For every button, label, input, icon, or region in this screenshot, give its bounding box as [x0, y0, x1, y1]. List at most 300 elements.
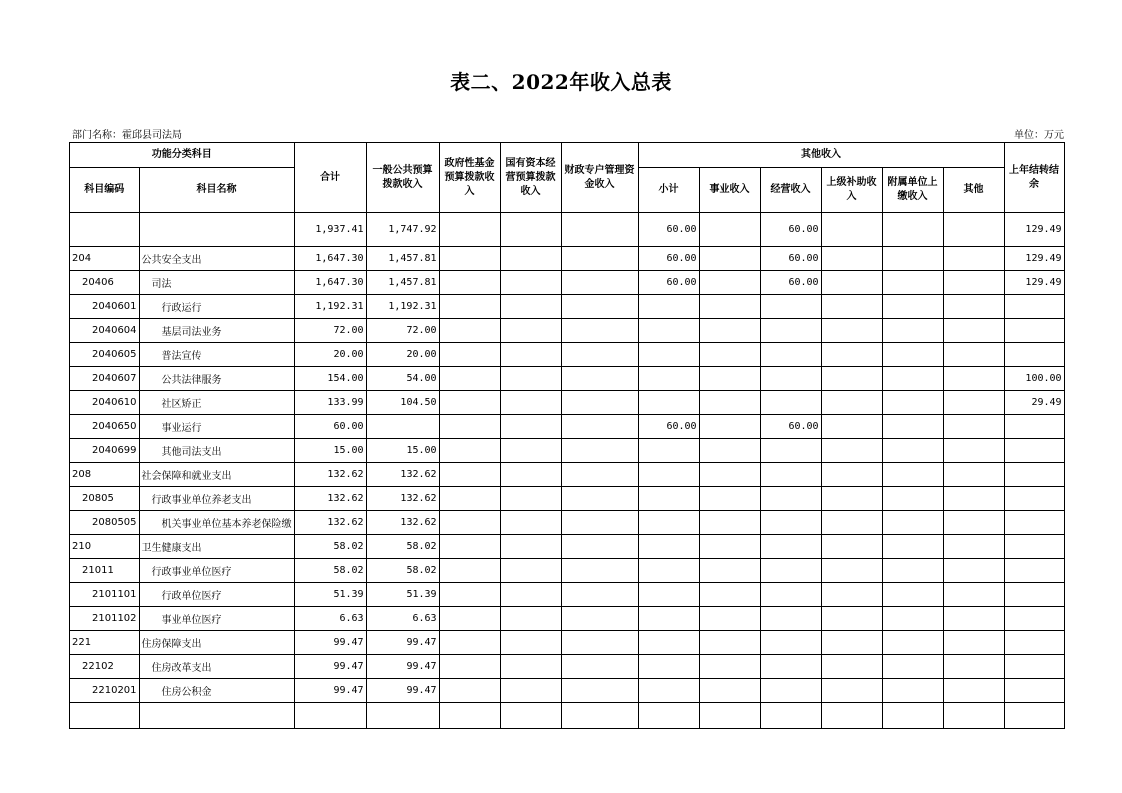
cell-other [943, 679, 1004, 703]
cell-code: 2040607 [70, 367, 140, 391]
cell-name: 基层司法业务 [139, 319, 294, 343]
cell-operating [760, 487, 821, 511]
cell-general: 51.39 [366, 583, 439, 607]
table-row [70, 343, 1065, 367]
cell-other [943, 247, 1004, 271]
cell-business [699, 439, 760, 463]
table-row [70, 367, 1065, 391]
cell-other [943, 583, 1004, 607]
header-other-income: 其他收入 [638, 143, 1004, 168]
header-special-account: 财政专户管理资金收入 [561, 143, 638, 213]
cell-business [699, 535, 760, 559]
cell-name: 行政单位医疗 [139, 583, 294, 607]
cell-name: 其他司法支出 [139, 439, 294, 463]
cell-business [699, 607, 760, 631]
cell-operating [760, 559, 821, 583]
cell-state-capital [500, 511, 561, 535]
cell-general: 1,457.81 [366, 247, 439, 271]
cell-general [366, 415, 439, 439]
cell-business [699, 463, 760, 487]
cell-general: 132.62 [366, 487, 439, 511]
cell-other [943, 343, 1004, 367]
cell-subtotal [638, 343, 699, 367]
cell-operating [760, 295, 821, 319]
cell-general: 6.63 [366, 607, 439, 631]
cell-affiliated [882, 631, 943, 655]
cell-state-capital [500, 439, 561, 463]
cell-other [943, 367, 1004, 391]
table-body [70, 213, 1065, 729]
cell-other [943, 487, 1004, 511]
cell-name: 机关事业单位基本养老保险缴 [139, 511, 294, 535]
cell-carryover [1004, 679, 1064, 703]
cell-gov-fund [439, 367, 500, 391]
table-row [70, 415, 1065, 439]
cell-state-capital [500, 703, 561, 729]
cell-operating: 60.00 [760, 271, 821, 295]
cell-general: 104.50 [366, 391, 439, 415]
cell-carryover [1004, 487, 1064, 511]
cell-gov-fund [439, 631, 500, 655]
cell-name: 住房保障支出 [139, 631, 294, 655]
cell-other [943, 703, 1004, 729]
cell-carryover: 129.49 [1004, 271, 1064, 295]
cell-business [699, 583, 760, 607]
cell-carryover [1004, 559, 1064, 583]
cell-code: 20805 [70, 487, 140, 511]
cell-affiliated [882, 463, 943, 487]
cell-gov-fund [439, 319, 500, 343]
cell-total: 1,192.31 [294, 295, 366, 319]
cell-operating [760, 703, 821, 729]
cell-superior [821, 463, 882, 487]
table-row [70, 463, 1065, 487]
cell-carryover [1004, 535, 1064, 559]
cell-gov-fund [439, 535, 500, 559]
cell-superior [821, 487, 882, 511]
cell-operating [760, 511, 821, 535]
cell-code: 210 [70, 535, 140, 559]
cell-carryover [1004, 343, 1064, 367]
cell-special [561, 631, 638, 655]
cell-general: 99.47 [366, 631, 439, 655]
cell-code [70, 703, 140, 729]
header-superior-subsidy: 上级补助收入 [821, 168, 882, 213]
cell-business [699, 655, 760, 679]
cell-superior [821, 655, 882, 679]
cell-special [561, 213, 638, 247]
cell-other [943, 271, 1004, 295]
cell-general: 1,747.92 [366, 213, 439, 247]
table-row [70, 247, 1065, 271]
cell-operating [760, 631, 821, 655]
cell-gov-fund [439, 247, 500, 271]
cell-gov-fund [439, 607, 500, 631]
cell-general: 15.00 [366, 439, 439, 463]
cell-superior [821, 679, 882, 703]
cell-gov-fund [439, 655, 500, 679]
header-name: 科目名称 [139, 168, 294, 213]
cell-business [699, 415, 760, 439]
cell-superior [821, 367, 882, 391]
cell-gov-fund [439, 559, 500, 583]
cell-state-capital [500, 463, 561, 487]
cell-state-capital [500, 655, 561, 679]
cell-subtotal [638, 511, 699, 535]
cell-code: 2040601 [70, 295, 140, 319]
cell-business [699, 511, 760, 535]
cell-total: 154.00 [294, 367, 366, 391]
table-row [70, 319, 1065, 343]
cell-gov-fund [439, 295, 500, 319]
cell-operating [760, 343, 821, 367]
cell-special [561, 703, 638, 729]
cell-subtotal [638, 583, 699, 607]
table-row [70, 535, 1065, 559]
table-row [70, 703, 1065, 729]
cell-affiliated [882, 559, 943, 583]
unit-label: 单位：万元 [1014, 130, 1064, 141]
cell-subtotal [638, 367, 699, 391]
department-label: 部门名称：霍邱县司法局 [72, 130, 182, 141]
cell-superior [821, 213, 882, 247]
cell-other [943, 213, 1004, 247]
cell-gov-fund [439, 679, 500, 703]
cell-name: 社区矫正 [139, 391, 294, 415]
cell-state-capital [500, 213, 561, 247]
table-row [70, 295, 1065, 319]
table-row [70, 631, 1065, 655]
cell-state-capital [500, 631, 561, 655]
cell-other [943, 631, 1004, 655]
cell-superior [821, 415, 882, 439]
cell-subtotal [638, 391, 699, 415]
cell-subtotal [638, 319, 699, 343]
cell-total: 99.47 [294, 679, 366, 703]
cell-total: 1,647.30 [294, 247, 366, 271]
header-code: 科目编码 [70, 168, 140, 213]
cell-subtotal [638, 631, 699, 655]
cell-operating [760, 655, 821, 679]
cell-carryover [1004, 703, 1064, 729]
cell-name: 普法宣传 [139, 343, 294, 367]
cell-special [561, 559, 638, 583]
cell-special [561, 343, 638, 367]
income-summary-table [69, 142, 1065, 729]
cell-state-capital [500, 559, 561, 583]
header-carryover: 上年结转结余 [1004, 143, 1064, 213]
cell-business [699, 271, 760, 295]
cell-general: 58.02 [366, 535, 439, 559]
header-other: 其他 [943, 168, 1004, 213]
cell-special [561, 463, 638, 487]
cell-state-capital [500, 415, 561, 439]
table-row [70, 559, 1065, 583]
cell-superior [821, 607, 882, 631]
cell-carryover [1004, 655, 1064, 679]
cell-affiliated [882, 271, 943, 295]
cell-gov-fund [439, 271, 500, 295]
cell-operating [760, 607, 821, 631]
cell-name: 事业单位医疗 [139, 607, 294, 631]
cell-other [943, 439, 1004, 463]
cell-other [943, 319, 1004, 343]
cell-carryover [1004, 439, 1064, 463]
header-total: 合计 [294, 143, 366, 213]
cell-superior [821, 343, 882, 367]
cell-code: 2040605 [70, 343, 140, 367]
cell-total: 99.47 [294, 655, 366, 679]
cell-gov-fund [439, 487, 500, 511]
cell-name: 住房改革支出 [139, 655, 294, 679]
cell-carryover: 129.49 [1004, 213, 1064, 247]
header-func-class: 功能分类科目 [70, 143, 295, 168]
header-operating-income: 经营收入 [760, 168, 821, 213]
cell-code: 2101102 [70, 607, 140, 631]
cell-special [561, 535, 638, 559]
cell-total: 58.02 [294, 559, 366, 583]
table-row [70, 511, 1065, 535]
cell-operating [760, 583, 821, 607]
cell-state-capital [500, 295, 561, 319]
header-gov-fund: 政府性基金预算拨款收入 [439, 143, 500, 213]
cell-affiliated [882, 655, 943, 679]
cell-general: 54.00 [366, 367, 439, 391]
cell-subtotal [638, 559, 699, 583]
table-row [70, 655, 1065, 679]
cell-name: 行政事业单位养老支出 [139, 487, 294, 511]
cell-carryover [1004, 463, 1064, 487]
cell-business [699, 343, 760, 367]
cell-total: 1,937.41 [294, 213, 366, 247]
cell-superior [821, 247, 882, 271]
cell-superior [821, 511, 882, 535]
cell-carryover [1004, 607, 1064, 631]
cell-general: 99.47 [366, 655, 439, 679]
cell-special [561, 655, 638, 679]
cell-total: 133.99 [294, 391, 366, 415]
cell-state-capital [500, 319, 561, 343]
header-general-budget: 一般公共预算拨款收入 [366, 143, 439, 213]
cell-name [139, 213, 294, 247]
cell-affiliated [882, 703, 943, 729]
cell-carryover [1004, 415, 1064, 439]
cell-special [561, 607, 638, 631]
cell-carryover: 100.00 [1004, 367, 1064, 391]
cell-affiliated [882, 607, 943, 631]
cell-total: 132.62 [294, 511, 366, 535]
cell-superior [821, 271, 882, 295]
cell-total: 132.62 [294, 463, 366, 487]
cell-subtotal [638, 607, 699, 631]
cell-special [561, 295, 638, 319]
cell-other [943, 655, 1004, 679]
cell-gov-fund [439, 343, 500, 367]
cell-business [699, 295, 760, 319]
cell-other [943, 511, 1004, 535]
cell-other [943, 415, 1004, 439]
cell-special [561, 511, 638, 535]
cell-superior [821, 295, 882, 319]
cell-carryover [1004, 631, 1064, 655]
page-title: 表二、2022年收入总表 [450, 70, 672, 94]
cell-code: 208 [70, 463, 140, 487]
cell-total: 99.47 [294, 631, 366, 655]
cell-state-capital [500, 247, 561, 271]
cell-subtotal: 60.00 [638, 271, 699, 295]
cell-state-capital [500, 391, 561, 415]
table-row [70, 583, 1065, 607]
cell-other [943, 295, 1004, 319]
cell-special [561, 391, 638, 415]
cell-name: 社会保障和就业支出 [139, 463, 294, 487]
cell-general: 1,192.31 [366, 295, 439, 319]
cell-name [139, 703, 294, 729]
cell-code: 2101101 [70, 583, 140, 607]
cell-operating [760, 535, 821, 559]
cell-other [943, 391, 1004, 415]
cell-superior [821, 703, 882, 729]
cell-affiliated [882, 535, 943, 559]
cell-code [70, 213, 140, 247]
cell-name: 司法 [139, 271, 294, 295]
cell-general: 1,457.81 [366, 271, 439, 295]
cell-affiliated [882, 511, 943, 535]
cell-special [561, 679, 638, 703]
cell-superior [821, 631, 882, 655]
cell-state-capital [500, 607, 561, 631]
table-row [70, 213, 1065, 247]
cell-general: 72.00 [366, 319, 439, 343]
cell-total: 6.63 [294, 607, 366, 631]
table-row [70, 391, 1065, 415]
cell-other [943, 535, 1004, 559]
cell-other [943, 559, 1004, 583]
cell-state-capital [500, 487, 561, 511]
cell-special [561, 487, 638, 511]
table-row [70, 439, 1065, 463]
cell-name: 公共安全支出 [139, 247, 294, 271]
cell-total [294, 703, 366, 729]
cell-carryover: 129.49 [1004, 247, 1064, 271]
cell-code: 20406 [70, 271, 140, 295]
cell-superior [821, 391, 882, 415]
cell-code: 2040650 [70, 415, 140, 439]
cell-name: 行政事业单位医疗 [139, 559, 294, 583]
cell-subtotal [638, 535, 699, 559]
cell-operating: 60.00 [760, 415, 821, 439]
cell-carryover: 29.49 [1004, 391, 1064, 415]
cell-affiliated [882, 343, 943, 367]
cell-affiliated [882, 319, 943, 343]
cell-gov-fund [439, 583, 500, 607]
cell-state-capital [500, 583, 561, 607]
cell-gov-fund [439, 511, 500, 535]
cell-business [699, 679, 760, 703]
header-business-income: 事业收入 [699, 168, 760, 213]
cell-code: 2040604 [70, 319, 140, 343]
cell-business [699, 559, 760, 583]
cell-carryover [1004, 511, 1064, 535]
cell-code: 21011 [70, 559, 140, 583]
cell-gov-fund [439, 439, 500, 463]
cell-business [699, 319, 760, 343]
cell-total: 132.62 [294, 487, 366, 511]
cell-other [943, 463, 1004, 487]
cell-state-capital [500, 271, 561, 295]
cell-other [943, 607, 1004, 631]
cell-subtotal: 60.00 [638, 415, 699, 439]
cell-special [561, 415, 638, 439]
cell-general: 132.62 [366, 463, 439, 487]
cell-gov-fund [439, 703, 500, 729]
cell-subtotal: 60.00 [638, 247, 699, 271]
cell-code: 2040610 [70, 391, 140, 415]
cell-total: 1,647.30 [294, 271, 366, 295]
cell-code: 221 [70, 631, 140, 655]
cell-operating: 60.00 [760, 247, 821, 271]
header-subtotal: 小计 [638, 168, 699, 213]
cell-special [561, 271, 638, 295]
table-row [70, 487, 1065, 511]
cell-name: 卫生健康支出 [139, 535, 294, 559]
cell-superior [821, 319, 882, 343]
cell-code: 2210201 [70, 679, 140, 703]
cell-affiliated [882, 679, 943, 703]
cell-operating [760, 679, 821, 703]
cell-special [561, 319, 638, 343]
cell-state-capital [500, 343, 561, 367]
cell-business [699, 213, 760, 247]
cell-code: 204 [70, 247, 140, 271]
cell-total: 58.02 [294, 535, 366, 559]
cell-affiliated [882, 367, 943, 391]
cell-name: 行政运行 [139, 295, 294, 319]
cell-affiliated [882, 247, 943, 271]
cell-special [561, 439, 638, 463]
cell-superior [821, 439, 882, 463]
cell-business [699, 487, 760, 511]
cell-subtotal [638, 655, 699, 679]
cell-special [561, 583, 638, 607]
cell-affiliated [882, 391, 943, 415]
cell-carryover [1004, 295, 1064, 319]
cell-state-capital [500, 679, 561, 703]
cell-subtotal [638, 439, 699, 463]
cell-gov-fund [439, 213, 500, 247]
cell-code: 22102 [70, 655, 140, 679]
cell-operating [760, 463, 821, 487]
cell-state-capital [500, 535, 561, 559]
cell-subtotal [638, 679, 699, 703]
cell-superior [821, 559, 882, 583]
cell-affiliated [882, 487, 943, 511]
cell-carryover [1004, 319, 1064, 343]
cell-subtotal: 60.00 [638, 213, 699, 247]
cell-total: 72.00 [294, 319, 366, 343]
table-row [70, 607, 1065, 631]
cell-affiliated [882, 213, 943, 247]
cell-state-capital [500, 367, 561, 391]
cell-operating [760, 319, 821, 343]
cell-subtotal [638, 295, 699, 319]
cell-operating [760, 391, 821, 415]
cell-special [561, 247, 638, 271]
cell-affiliated [882, 415, 943, 439]
cell-business [699, 703, 760, 729]
header-state-capital: 国有资本经营预算拨款收入 [500, 143, 561, 213]
cell-gov-fund [439, 415, 500, 439]
